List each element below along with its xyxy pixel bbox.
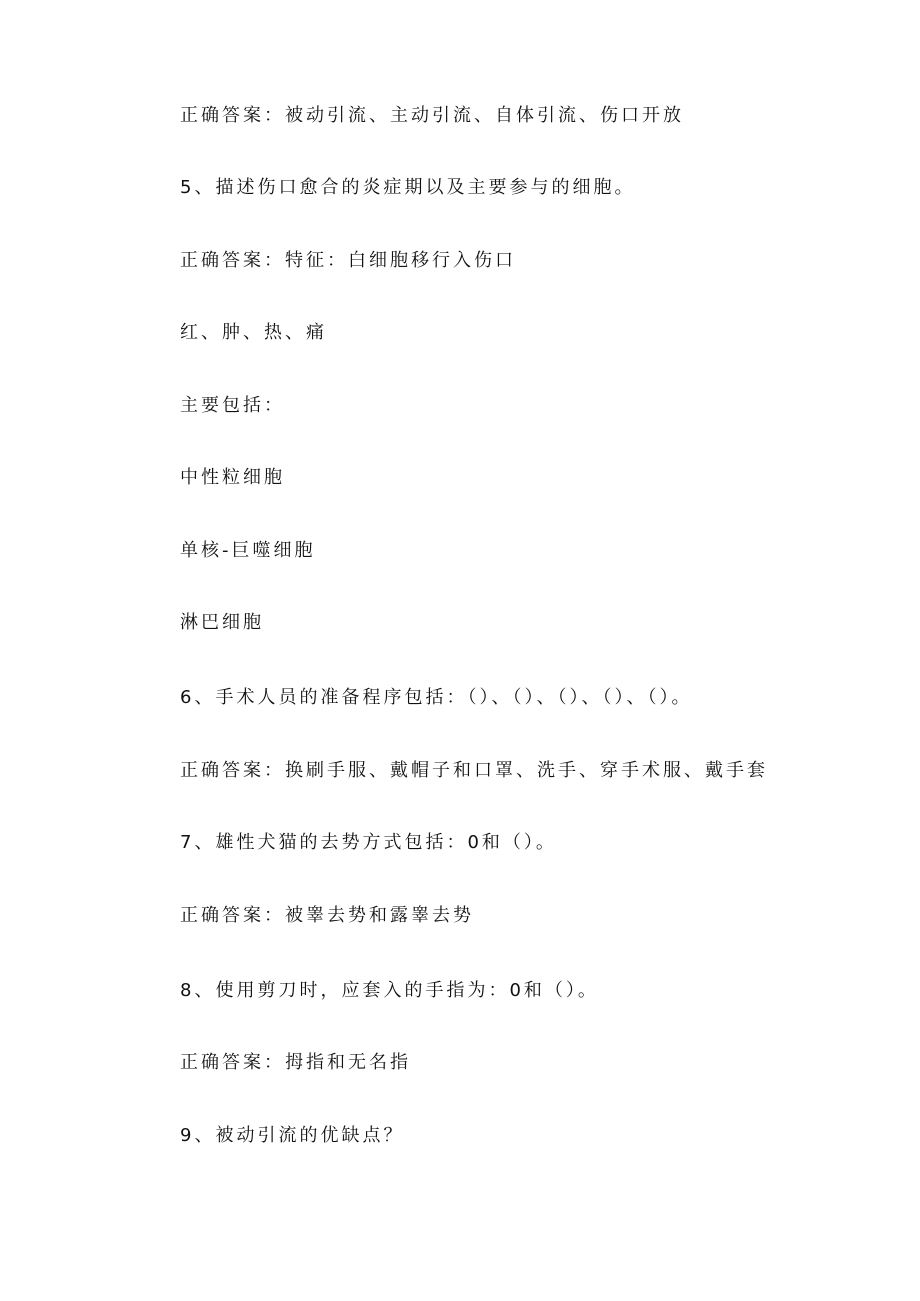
question-6: 6、手术人员的准备程序包括：（）、（）、（）、（）、（）。	[180, 687, 693, 708]
answer-5-detail-3: 中性粒细胞	[180, 467, 285, 488]
question-9: 9、被动引流的优缺点？	[180, 1125, 405, 1146]
answer-5-detail-2: 主要包括：	[180, 395, 285, 416]
answer-line-7: 正确答案：被睾去势和露睾去势	[180, 905, 474, 926]
answer-line-4: 正确答案：被动引流、主动引流、自体引流、伤口开放	[180, 105, 684, 126]
answer-line-8: 正确答案：拇指和无名指	[180, 1052, 411, 1073]
answer-5-detail-4: 单核-巨噬细胞	[180, 540, 316, 561]
answer-5-detail-1: 红、肿、热、痛	[180, 322, 327, 343]
question-7: 7、雄性犬猫的去势方式包括：0和（）。	[180, 832, 557, 853]
answer-line-5: 正确答案：特征：白细胞移行入伤口	[180, 250, 516, 271]
answer-5-detail-5: 淋巴细胞	[180, 612, 264, 633]
answer-line-6: 正确答案：换刷手服、戴帽子和口罩、洗手、穿手术服、戴手套	[180, 760, 768, 781]
question-8: 8、使用剪刀时，应套入的手指为：0和（）。	[180, 980, 599, 1001]
question-5: 5、描述伤口愈合的炎症期以及主要参与的细胞。	[180, 177, 636, 198]
